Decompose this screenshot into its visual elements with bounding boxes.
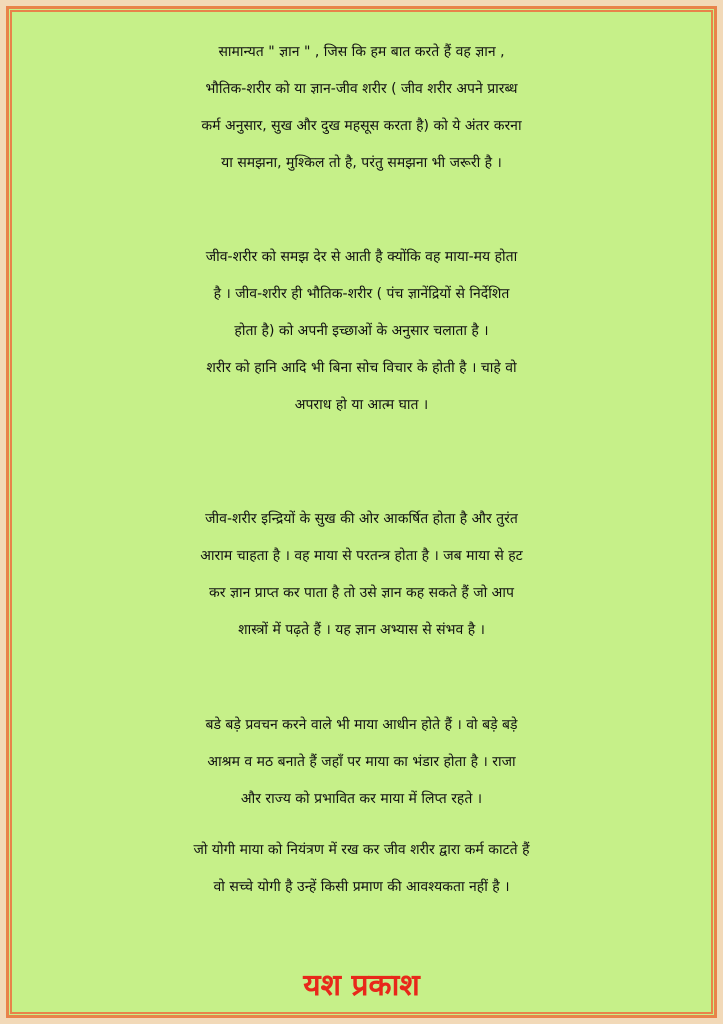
paragraph-line: अपराध हो या आत्म घात । bbox=[294, 397, 429, 413]
paragraph-line: आराम चाहता है । वह माया से परतन्त्र होता है । जब माया से हट bbox=[200, 548, 523, 564]
paragraph-line: जो योगी माया को नियंत्रण में रख कर जीव शरीर द्वारा कर्म काटते हैं bbox=[193, 842, 530, 858]
paragraph-5 bbox=[14, 832, 709, 906]
paragraph-line: भौतिक-शरीर को या ज्ञान-जीव शरीर ( जीव शरीर अपने प्रारब्ध bbox=[205, 81, 518, 97]
paragraph-2 bbox=[14, 239, 709, 424]
paragraph-line: होता है) को अपनी इच्छाओं के अनुसार चलाता है । bbox=[234, 323, 489, 339]
paragraph-line: शास्त्रों में पढ़ते हैं । यह ज्ञान अभ्यास से संभव है । bbox=[238, 622, 485, 638]
author-signature: यश प्रकाश bbox=[303, 968, 420, 1003]
paragraph-line: कर ज्ञान प्राप्त कर पाता है तो उसे ज्ञान कह सकते हैं जो आप bbox=[209, 585, 514, 601]
paragraph-line: जीव-शरीर इन्द्रियों के सुख की ओर आकर्षित होता है और तुरंत bbox=[205, 511, 518, 527]
paragraph-1 bbox=[14, 34, 709, 182]
paragraph-line: शरीर को हानि आदि भी बिना सोच विचार के होती है । चाहे वो bbox=[206, 360, 517, 376]
paragraph-3 bbox=[14, 501, 709, 649]
paragraph-line: बडे बड़े प्रवचन करने वाले भी माया आधीन होते हैं । वो बड़े बड़े bbox=[205, 717, 518, 733]
paragraph-line: वो सच्चे योगी है उन्हें किसी प्रमाण की आवश्यकता नहीं है । bbox=[213, 879, 510, 895]
paragraph-line: या समझना, मुश्किल तो है, परंतु समझना भी जरूरी है । bbox=[221, 155, 502, 171]
paragraph-line: और राज्य को प्रभावित कर माया में लिप्त रहते । bbox=[240, 791, 483, 807]
paragraph-4 bbox=[14, 707, 709, 818]
paragraph-line: जीव-शरीर को समझ देर से आती है क्योंकि वह माया-मय होता bbox=[205, 249, 518, 265]
paragraph-line: आश्रम व मठ बनाते हैं जहाँ पर माया का भंडार होता है । राजा bbox=[207, 754, 516, 770]
paragraph-line: है । जीव-शरीर ही भौतिक-शरीर ( पंच ज्ञानेंद्रियों से निर्देशित bbox=[213, 286, 510, 302]
paragraph-line: सामान्यत " ज्ञान " , जिस कि हम बात करते हैं वह ज्ञान , bbox=[218, 44, 505, 60]
document-body bbox=[14, 14, 709, 1010]
paragraph-line: कर्म अनुसार, सुख और दुख महसूस करता है) को ये अंतर करना bbox=[201, 118, 522, 134]
